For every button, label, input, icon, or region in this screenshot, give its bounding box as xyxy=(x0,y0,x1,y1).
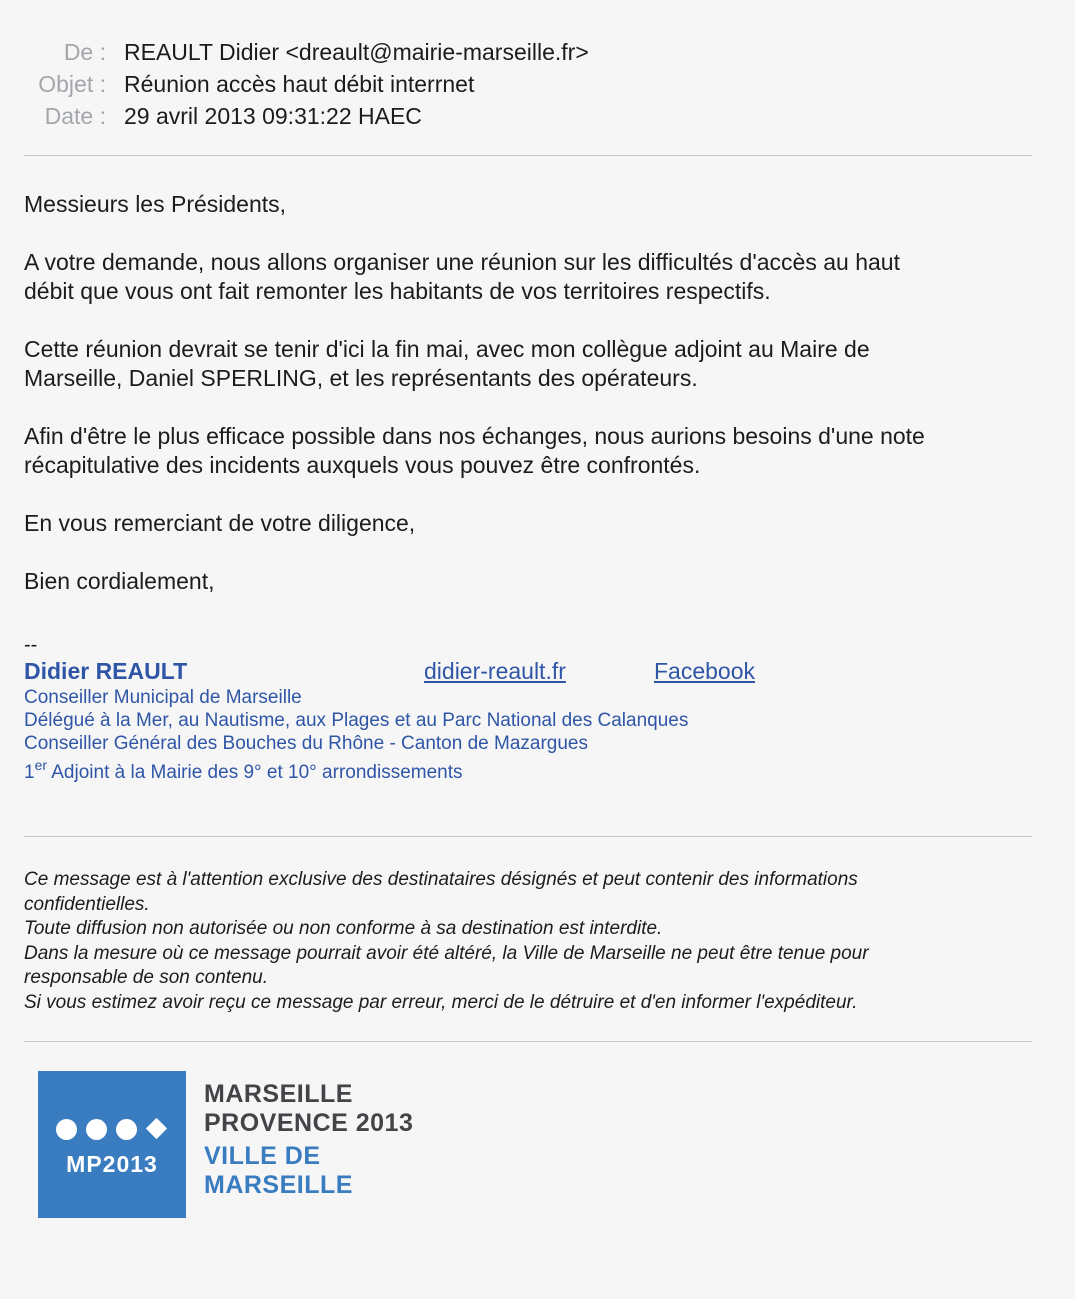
signature-block xyxy=(24,634,1024,784)
from-value[interactable]: REAULT Didier <dreault@mairie-marseille.fr> xyxy=(124,39,589,65)
from-label: De : xyxy=(63,39,106,65)
date-value: 29 avril 2013 09:31:22 HAEC xyxy=(124,103,422,129)
paragraph-request: A votre demande, nous allons organiser une réunion sur les difficultés d'accès au haut débit que vous ont fait remonter les habitants de vos territoires respectifs. xyxy=(24,249,900,304)
date-label: Date : xyxy=(44,103,106,129)
subject-row xyxy=(0,68,1075,100)
mp2013-logo xyxy=(38,1071,186,1218)
logo-line: VILLE DE xyxy=(204,1142,321,1170)
logo-line: MARSEILLE xyxy=(204,1171,353,1199)
subject-value: Réunion accès haut débit interrnet xyxy=(124,71,475,97)
message-body xyxy=(24,190,1024,625)
disclaimer-divider xyxy=(24,1041,1032,1042)
greeting: Messieurs les Présidents, xyxy=(24,191,287,217)
paragraph-note: Afin d'être le plus efficace possible dans nos échanges, nous aurions besoins d'une note récapitulative des incidents auxquels vous pouvez être confrontés. xyxy=(24,423,925,478)
from-row xyxy=(0,36,1075,68)
subject-label: Objet : xyxy=(38,71,106,97)
closing-line: Bien cordialement, xyxy=(24,568,215,594)
logo-line: PROVENCE 2013 xyxy=(204,1109,414,1137)
signature-separator: -- xyxy=(24,634,38,656)
facebook-link[interactable]: Facebook xyxy=(654,658,756,684)
logo-line: MARSEILLE xyxy=(204,1080,353,1108)
logo-mark-text: MP2013 xyxy=(66,1151,158,1177)
confidentiality-disclaimer: Ce message est à l'attention exclusive des destinataires désignés et peut contenir des informations confidentielles. Toute diffusion non autorisée ou non conforme à sa destination est interdite. Dans la mesure où ce message pourrait avoir été altéré, la Ville de Marseille ne peut être tenue pour responsable de son contenu. Si vous estimez avoir reçu ce message par erreur, merci de le détruire et d'en informer l'expéditeur. xyxy=(24,869,869,1013)
signature-role: Délégué à la Mer, au Nautisme, aux Plages et au Parc National des Calanques xyxy=(24,710,689,731)
signature-role: Conseiller Municipal de Marseille xyxy=(24,687,302,708)
signature-role: Conseiller Général des Bouches du Rhône - Canton de Mazargues xyxy=(24,733,588,754)
signature-header xyxy=(24,656,1024,686)
date-row xyxy=(0,100,1075,132)
dots-icon xyxy=(56,1119,170,1141)
signature-role: 1er Adjoint à la Mairie des 9° et 10° arrondissements xyxy=(24,757,463,783)
paragraph-meeting: Cette réunion devrait se tenir d'ici la fin mai, avec mon collègue adjoint au Maire de Marseille, Daniel SPERLING, et les représentants des opérateurs. xyxy=(24,336,870,391)
thanks-line: En vous remerciant de votre diligence, xyxy=(24,510,416,536)
header-divider xyxy=(24,155,1032,156)
signature-divider xyxy=(24,836,1032,837)
logo-wordmark xyxy=(204,1080,413,1200)
email-header xyxy=(0,36,1075,132)
website-link[interactable]: didier-reault.fr xyxy=(424,658,566,684)
signature-name: Didier REAULT xyxy=(24,658,188,684)
